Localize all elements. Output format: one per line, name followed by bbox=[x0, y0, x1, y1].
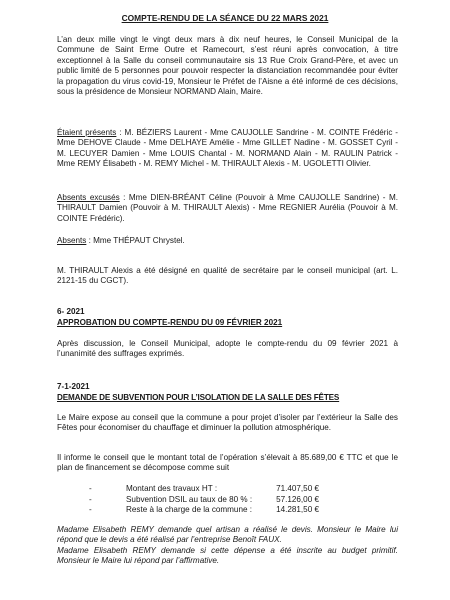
budget-amount: 57.126,00 € bbox=[276, 495, 319, 504]
budget-amount: 71.407,50 € bbox=[276, 484, 319, 493]
section-2-paragraph-1: Le Maire expose au conseil que la commune a pour projet d’isoler par l’extérieur la Salle des Fêtes pour économiser du chauffage et diminuer la pollution atmosphérique. bbox=[57, 413, 398, 433]
excuses-paragraph bbox=[57, 193, 398, 224]
intro-paragraph: L’an deux mille vingt le vingt deux mars à dix neuf heures, le Conseil Municipal de la Commune de Saint Erme Outre et Ramecourt, s’est réuni après convocation, à titre exceptionnel à la Salle du conseil communautaire sis 13 Rue Croix Grand-Père, et avec un public limité de 5 personnes pour pouvoir respecter la distanciation recommandée pour éviter la propagation du virus covid-19, Monsieur le Préfet de l’Aisne a été informé de ces décisions, sous la présidence de Monsieur NORMAND Alain, Maire. bbox=[57, 35, 398, 97]
budget-dash: - bbox=[89, 495, 92, 504]
absents-text: : Mme THÉPAUT Chrystel. bbox=[86, 236, 185, 245]
question-1-paragraph: Madame Elisabeth REMY demande quel artisan a réalisé le devis. Monsieur le Maire lui répond que le devis a été réalisé par l’entreprise Benoît FAUX. bbox=[57, 525, 398, 545]
budget-dash: - bbox=[89, 484, 92, 493]
page-title: COMPTE-RENDU DE LA SÉANCE DU 22 MARS 2021 bbox=[121, 13, 329, 23]
budget-dash: - bbox=[89, 505, 92, 514]
presents-text: : M. BÉZIERS Laurent - Mme CAUJOLLE Sandrine - M. COINTE Frédéric - Mme DEHOVE Claude - Mme DELHAYE Amélie - Mme GILLET Nadine - M. GOSSET Cyril - M. LECUYER Damien - Mme LOUIS Chantal - M. NORMAND Alain - M. RAULIN Patrick - Mme REMY Élisabeth - M. REMY Michel - M. THIRAULT Alexis - M. UGOLETTI Olivier. bbox=[57, 128, 398, 169]
section-1-number: 6- 2021 bbox=[57, 307, 85, 316]
budget-row-travaux bbox=[57, 484, 319, 495]
absents-paragraph bbox=[57, 236, 398, 246]
excuses-text: : Mme DIEN-BRÉANT Céline (Pouvoir à Mme CAUJOLLE Sandrine) - M. THIRAULT Damien (Pouvoir à M. THIRAULT Alexis) - Mme REGNIER Aurélia (Pouvoir à M. COINTE Frédéric). bbox=[57, 193, 399, 223]
question-2-paragraph: Madame Elisabeth REMY demande si cette dépense a été inscrite au budget primitif. Monsieur le Maire lui répond par l’affirmative. bbox=[57, 546, 398, 566]
excuses-label: Absents excusés bbox=[57, 193, 120, 202]
section-1-body: Après discussion, le Conseil Municipal, adopte le compte-rendu du 09 février 2021 à l’unanimité des suffrages exprimés. bbox=[57, 339, 398, 359]
secretaire-paragraph: M. THIRAULT Alexis a été désigné en qualité de secrétaire par le conseil municipal (art. L. 2121-15 du CGCT). bbox=[57, 266, 398, 286]
budget-label: Reste à la charge de la commune : bbox=[126, 505, 253, 514]
section-2-number: 7-1-2021 bbox=[57, 382, 90, 391]
budget-row-reste bbox=[57, 505, 319, 516]
absents-label: Absents bbox=[57, 236, 87, 245]
budget-label: Subvention DSIL au taux de 80 % : bbox=[126, 495, 253, 504]
section-1-heading: APPROBATION DU COMPTE-RENDU DU 09 FÉVRIER 2021 bbox=[57, 318, 283, 327]
budget-amount: 14.281,50 € bbox=[276, 505, 319, 514]
section-2-paragraph-2: Il informe le conseil que le montant total de l’opération s’élevait à 85.689,00 € TTC et que le plan de financement se décompose comme suit bbox=[57, 453, 398, 473]
presents-paragraph bbox=[57, 128, 398, 170]
budget-label: Montant des travaux HT : bbox=[126, 484, 218, 493]
section-2-heading: DEMANDE DE SUBVENTION POUR L’ISOLATION DE LA SALLE DES FÊTES bbox=[57, 393, 340, 402]
presents-label: Étaient présents bbox=[57, 128, 117, 137]
